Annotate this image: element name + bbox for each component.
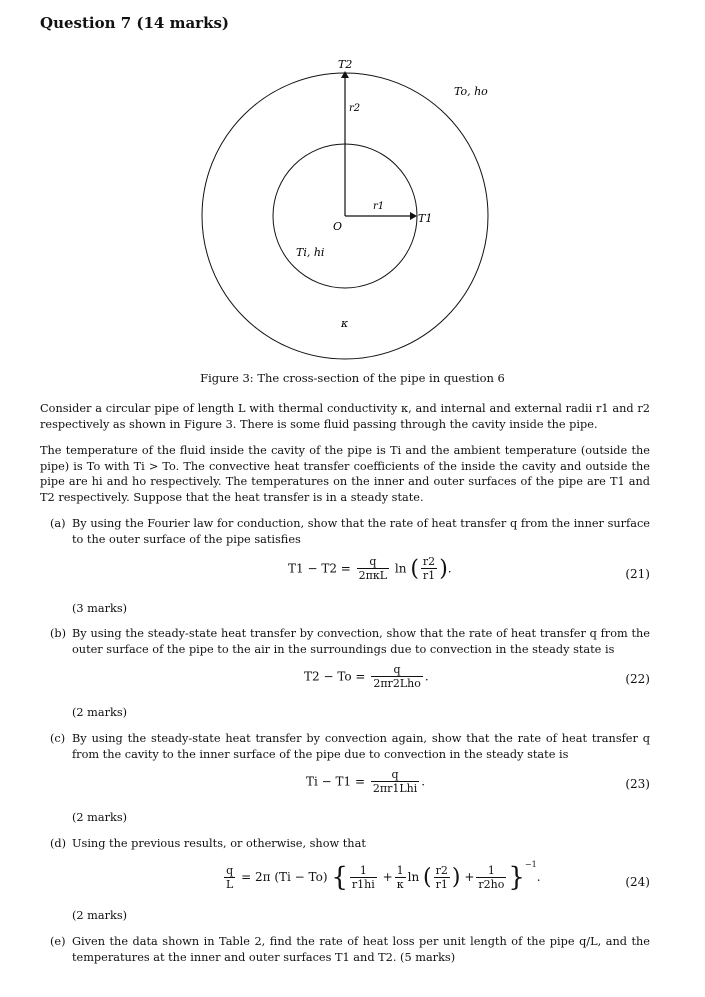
eq-number-24: (24) <box>625 875 650 889</box>
part-b <box>50 626 650 658</box>
part-a <box>50 516 650 548</box>
part-b-text: By using the steady-state heat transfer by convection, show that the rate of heat transfer q from the outer surface of the pipe to the air in the surroundings due to convection in the steady state is <box>72 627 650 656</box>
r1-arrowhead <box>410 212 417 220</box>
label-kappa: κ <box>341 317 349 330</box>
part-a-text: By using the Fourier law for conduction, show that the rate of heat transfer q from the inner surface to the outer surface of the pipe satisfies <box>72 517 650 546</box>
part-d-label: (d) <box>50 837 67 850</box>
pipe-cross-section-figure <box>0 0 705 370</box>
label-t2: T2 <box>338 58 353 71</box>
intro-paragraph: Consider a circular pipe of length L with thermal conductivity κ, and internal and external radii r1 and r2 respectively as shown in Figure 3. There is some fluid passing through the cavity inside the pipe. <box>40 402 650 431</box>
figure-caption: Figure 3: The cross-section of the pipe in question 6 <box>200 371 505 385</box>
equation-22: T2 − To = $\frac{q}{\text{2πr2Lho}}$ . <box>304 663 429 690</box>
label-r2: r2 <box>349 103 361 114</box>
part-a-label: (a) <box>50 517 66 530</box>
label-origin: O <box>333 220 343 233</box>
label-r1: r1 <box>373 201 385 212</box>
equation-21: T1 − T2 = $\frac{q}{\text{2πκL}}$ ln ( $\frac{r2}{r1}$ ). <box>288 555 452 582</box>
part-c-label: (c) <box>50 732 66 745</box>
part-d-text: Using the previous results, or otherwise, show that <box>72 837 366 850</box>
part-c-marks: (2 marks) <box>72 811 128 824</box>
eq-number-21: (21) <box>625 567 650 581</box>
part-d-marks: (2 marks) <box>72 909 128 922</box>
conditions-paragraph: The temperature of the fluid inside the cavity of the pipe is Ti and the ambient temperature (outside the pipe) is To with Ti > To. The convective heat transfer coefficients of the inside the cavity and outside the pipe are hi and ho respectively. The temperatures on the inner and outer surfaces of the pipe are T1 and T2 respectively. Suppose that the heat transfer is in a steady state. <box>40 444 650 504</box>
part-e-text: Given the data shown in Table 2, find the rate of heat loss per unit length of the pipe q/L, and the temperatures at the inner and outer surfaces T1 and T2. (5 marks) <box>72 935 650 964</box>
part-e-label: (e) <box>50 935 66 948</box>
part-c-text: By using the steady-state heat transfer by convection again, show that the rate of heat transfer q from the cavity to the inner surface of the pipe due to convection in the steady state is <box>72 732 650 761</box>
part-b-marks: (2 marks) <box>72 706 128 719</box>
part-b-label: (b) <box>50 627 67 640</box>
label-ti-hi: Ti, hi <box>296 246 325 259</box>
question-title: Question 7 (14 marks) <box>40 14 230 32</box>
part-a-marks: (3 marks) <box>72 602 128 615</box>
label-to-ho: To, ho <box>454 85 488 98</box>
part-d <box>50 836 650 852</box>
label-t1: T1 <box>418 212 433 225</box>
eq-number-23: (23) <box>625 777 650 791</box>
eq-number-22: (22) <box>625 672 650 686</box>
r2-arrowhead <box>341 71 349 78</box>
part-c <box>50 731 650 763</box>
equation-23: Ti − T1 = $\frac{q}{\text{2πr1Lhi}}$ . <box>306 768 426 795</box>
equation-24: $\frac{q}{L}$ = 2π (Ti − To) { $\frac{1}{r1hi}$ + $\frac{1}{\kappa}$ ln ( $\frac{r2}{r1}$ ) + $\frac{1}{r2ho}$ }$^{-1}$. <box>226 860 541 893</box>
part-e <box>50 934 650 966</box>
